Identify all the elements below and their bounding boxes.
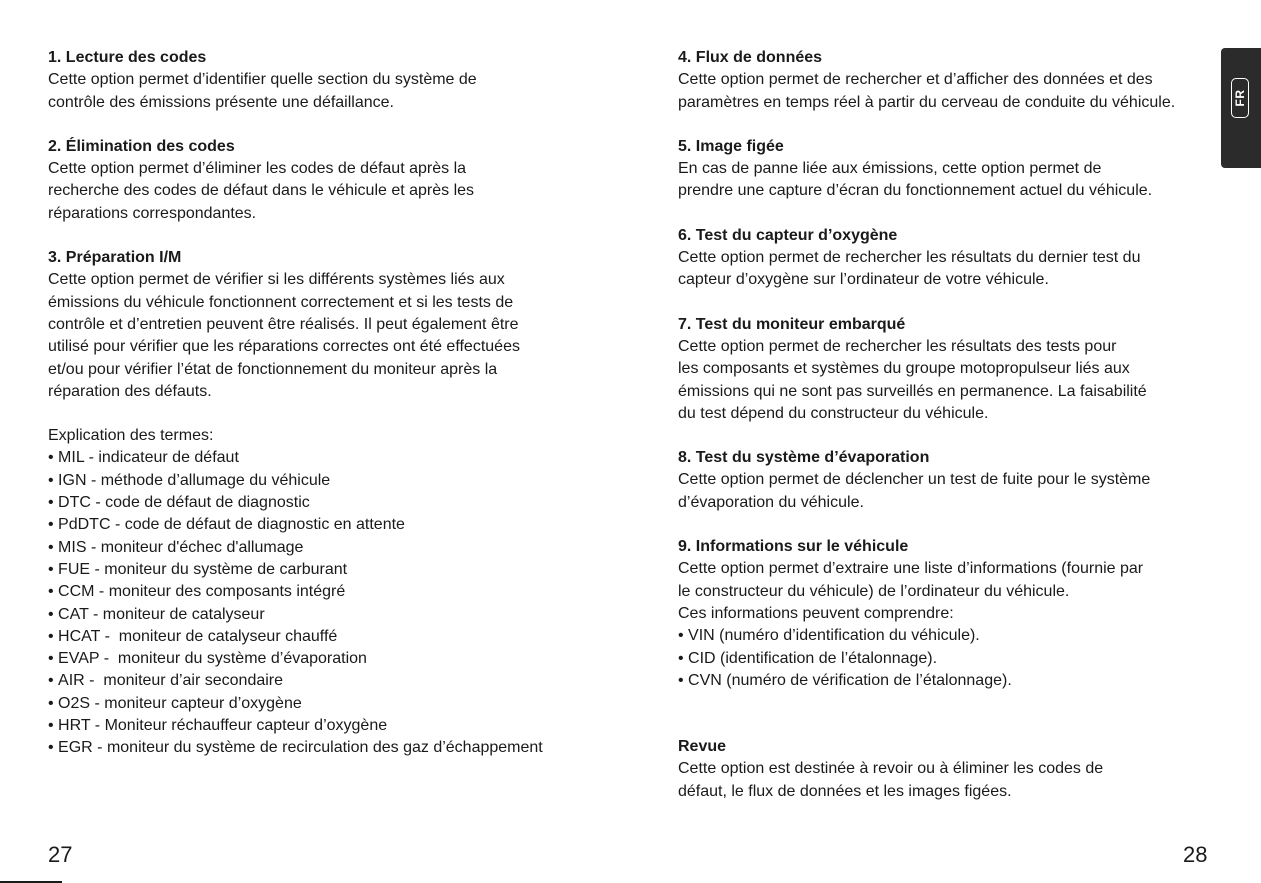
section-line: le constructeur du véhicule) de l’ordinateur du véhicule.: [678, 582, 1070, 600]
section-line: Cette option permet d’identifier quelle section du système de: [48, 71, 477, 89]
section-line: paramètres en temps réel à partir du cerveau de conduite du véhicule.: [678, 93, 1176, 111]
section-line: En cas de panne liée aux émissions, cette option permet de: [678, 160, 1102, 178]
list-item: • EGR - moniteur du système de recirculation des gaz d’échappement: [48, 737, 608, 759]
list-item: • AIR - moniteur d’air secondaire: [48, 670, 608, 692]
language-tab: [1221, 48, 1261, 168]
left-column: [48, 47, 608, 782]
section-data-stream: [678, 47, 1223, 114]
left-page: [0, 0, 630, 883]
terms-list: [48, 447, 608, 759]
section-oxygen-sensor-test: [678, 225, 1223, 292]
section-line: Cette option permet d’extraire une liste d’informations (fournie par: [678, 560, 1144, 578]
section-line: réparation des défauts.: [48, 382, 212, 400]
list-item: • MIS - moniteur d'échec d'allumage: [48, 537, 608, 559]
section-title: 2. Élimination des codes: [48, 137, 235, 155]
section-freeze-frame: [678, 136, 1223, 203]
section-title: 9. Informations sur le véhicule: [678, 538, 909, 556]
language-label: FR: [1233, 89, 1247, 107]
section-vehicle-info: [678, 536, 1223, 692]
right-column: [678, 47, 1223, 825]
section-title: 7. Test du moniteur embarqué: [678, 315, 906, 333]
list-item: • HCAT - moniteur de catalyseur chauffé: [48, 626, 608, 648]
section-line: utilisé pour vérifier que les réparations correctes ont été effectuées: [48, 338, 520, 356]
list-item: • IGN - méthode d’allumage du véhicule: [48, 470, 608, 492]
section-line: réparations correspondantes.: [48, 204, 257, 222]
section-line: capteur d’oxygène sur l’ordinateur de votre véhicule.: [678, 271, 1049, 289]
section-title: 4. Flux de données: [678, 49, 823, 66]
section-line: émissions du véhicule fonctionnent correctement et si les tests de: [48, 293, 514, 311]
vehicle-info-list: [678, 625, 1223, 692]
section-line: Cette option est destinée à revoir ou à éliminer les codes de: [678, 760, 1104, 778]
section-line: Cette option permet de rechercher et d’afficher des données et des: [678, 71, 1153, 89]
section-line: du test dépend du constructeur du véhicule.: [678, 404, 989, 422]
section-erase-codes: [48, 136, 608, 225]
section-line: Cette option permet de rechercher les résultats du dernier test du: [678, 249, 1141, 267]
list-item: • PdDTC - code de défaut de diagnostic en attente: [48, 514, 608, 536]
section-title: Revue: [678, 738, 727, 756]
list-item: • MIL - indicateur de défaut: [48, 447, 608, 469]
section-line: Cette option permet de déclencher un test de fuite pour le système: [678, 471, 1151, 489]
terms-glossary: [48, 425, 608, 759]
section-line: d’évaporation du véhicule.: [678, 493, 864, 511]
list-item: • DTC - code de défaut de diagnostic: [48, 492, 608, 514]
section-title: 1. Lecture des codes: [48, 49, 207, 66]
section-evap-system-test: [678, 447, 1223, 514]
list-item: • VIN (numéro d’identification du véhicule).: [678, 625, 1223, 647]
section-line: Cette option permet de rechercher les résultats des tests pour: [678, 337, 1117, 355]
section-line: les composants et systèmes du groupe motopropulseur liés aux: [678, 360, 1130, 378]
section-im-readiness: [48, 247, 608, 403]
section-line: Cette option permet de vérifier si les différents systèmes liés aux: [48, 271, 505, 289]
list-item: • FUE - moniteur du système de carburant: [48, 559, 608, 581]
section-line: contrôle des émissions présente une défaillance.: [48, 93, 394, 111]
list-item: • CCM - moniteur des composants intégré: [48, 581, 608, 603]
section-line: et/ou pour vérifier l’état de fonctionnement du moniteur après la: [48, 360, 498, 378]
section-read-codes: [48, 47, 608, 114]
terms-intro: Explication des termes:: [48, 427, 214, 445]
section-line: recherche des codes de défaut dans le véhicule et après les: [48, 182, 475, 200]
list-item: • O2S - moniteur capteur d’oxygène: [48, 693, 608, 715]
section-review: [678, 736, 1223, 803]
section-line: Cette option permet d’éliminer les codes de défaut après la: [48, 160, 467, 178]
section-title: 3. Préparation I/M: [48, 249, 182, 267]
section-line: émissions qui ne sont pas surveillés en permanence. La faisabilité: [678, 382, 1147, 400]
list-item: • CID (identification de l’étalonnage).: [678, 648, 1223, 670]
spacer: [678, 714, 1223, 736]
language-badge: [1231, 78, 1249, 118]
list-item: • EVAP - moniteur du système d’évaporation: [48, 648, 608, 670]
list-item: • CAT - moniteur de catalyseur: [48, 604, 608, 626]
right-page: [630, 0, 1261, 883]
section-line: défaut, le flux de données et les images figées.: [678, 782, 1012, 800]
list-item: • HRT - Moniteur réchauffeur capteur d’oxygène: [48, 715, 608, 737]
list-item: • CVN (numéro de vérification de l’étalonnage).: [678, 670, 1223, 692]
section-title: 6. Test du capteur d’oxygène: [678, 226, 898, 244]
section-title: 8. Test du système d’évaporation: [678, 449, 930, 467]
section-line: prendre une capture d’écran du fonctionnement actuel du véhicule.: [678, 182, 1153, 200]
page-number-left: 27: [48, 842, 73, 867]
section-line: contrôle et d’entretien peuvent être réalisés. Il peut également être: [48, 315, 519, 333]
page-number-right: 28: [1183, 842, 1208, 867]
section-onboard-monitor-test: [678, 314, 1223, 425]
section-line: Ces informations peuvent comprendre:: [678, 604, 954, 622]
section-title: 5. Image figée: [678, 137, 784, 155]
